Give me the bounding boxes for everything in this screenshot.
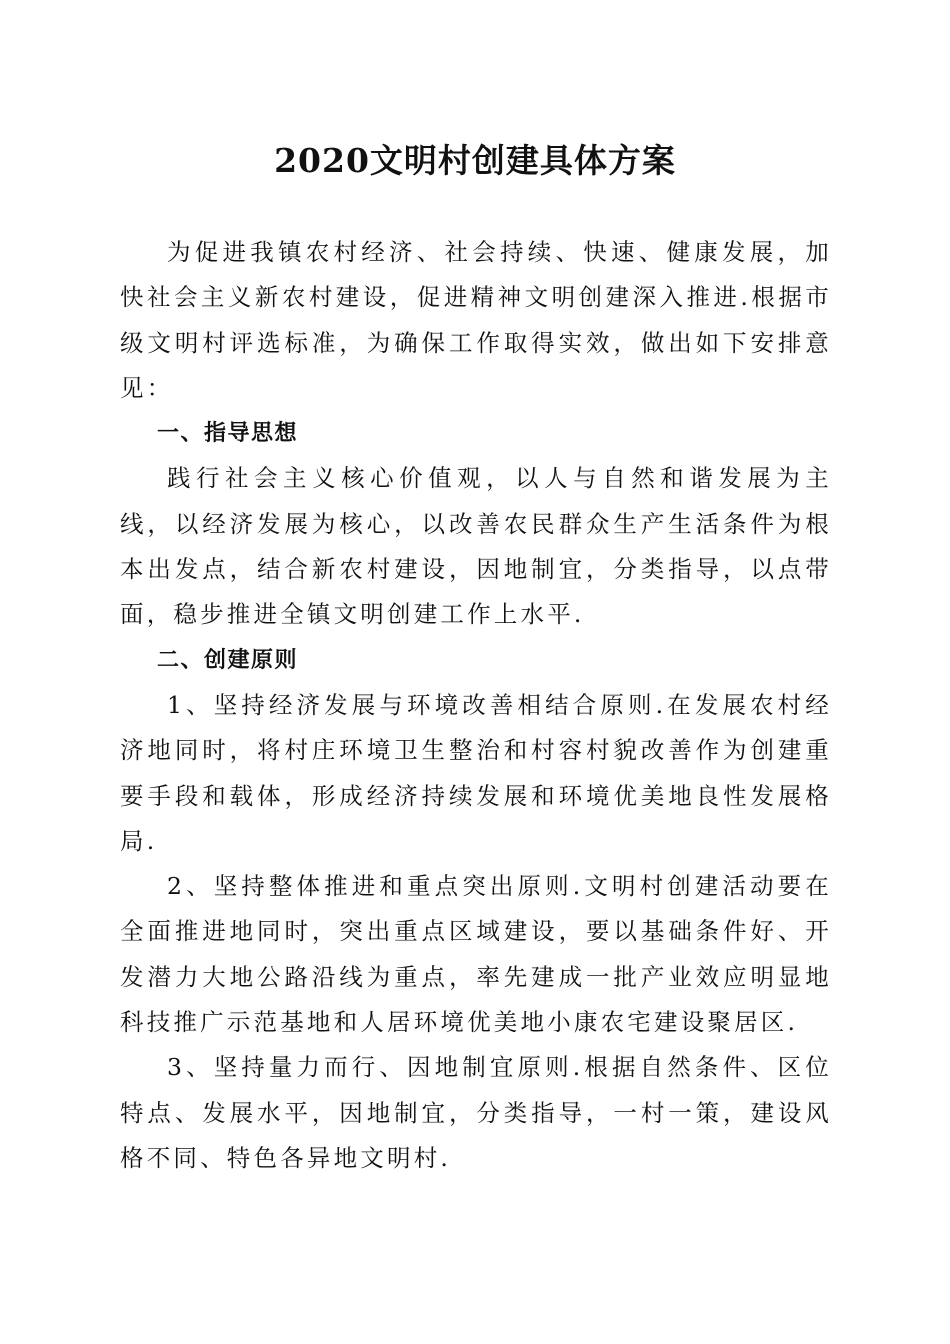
intro-paragraph: 为促进我镇农村经济、社会持续、快速、健康发展，加快社会主义新农村建设，促进精神文明创建深入推进.根据市级文明村评选标准，为确保工作取得实效，做出如下安排意见：: [120, 238, 832, 402]
principle-item-1: 1、坚持经济发展与环境改善相结合原则.在发展农村经济地同时，将村庄环境卫生整治和村容村貌改善作为创建重要手段和载体，形成经济持续发展和环境优美地良性发展格局.: [120, 690, 832, 855]
guiding-ideology-paragraph: 践行社会主义核心价值观，以人与自然和谐发展为主线，以经济发展为核心，以改善农民群众生产生活条件为根本出发点，结合新农村建设，因地制宜，分类指导，以点带面，稳步推进全镇文明创建工作上水平.: [120, 464, 832, 629]
document-body: [120, 230, 832, 1181]
section-heading-principles: 二、创建原则: [157, 647, 299, 673]
document-title: 2020文明村创建具体方案: [274, 141, 676, 180]
principle-item-3: 3、坚持量力而行、因地制宜原则.根据自然条件、区位特点、发展水平，因地制宜，分类指导，一村一策，建设风格不同、特色各异地文明村.: [120, 1053, 832, 1172]
principle-item-2: 2、坚持整体推进和重点突出原则.文明村创建活动要在全面推进地同时，突出重点区域建设，要以基础条件好、开发潜力大地公路沿线为重点，率先建成一批产业效应明显地科技推广示范基地和人居环境优美地小康农宅建设聚居区.: [120, 872, 832, 1037]
section-heading-guiding-ideology: 一、指导思想: [157, 421, 299, 447]
